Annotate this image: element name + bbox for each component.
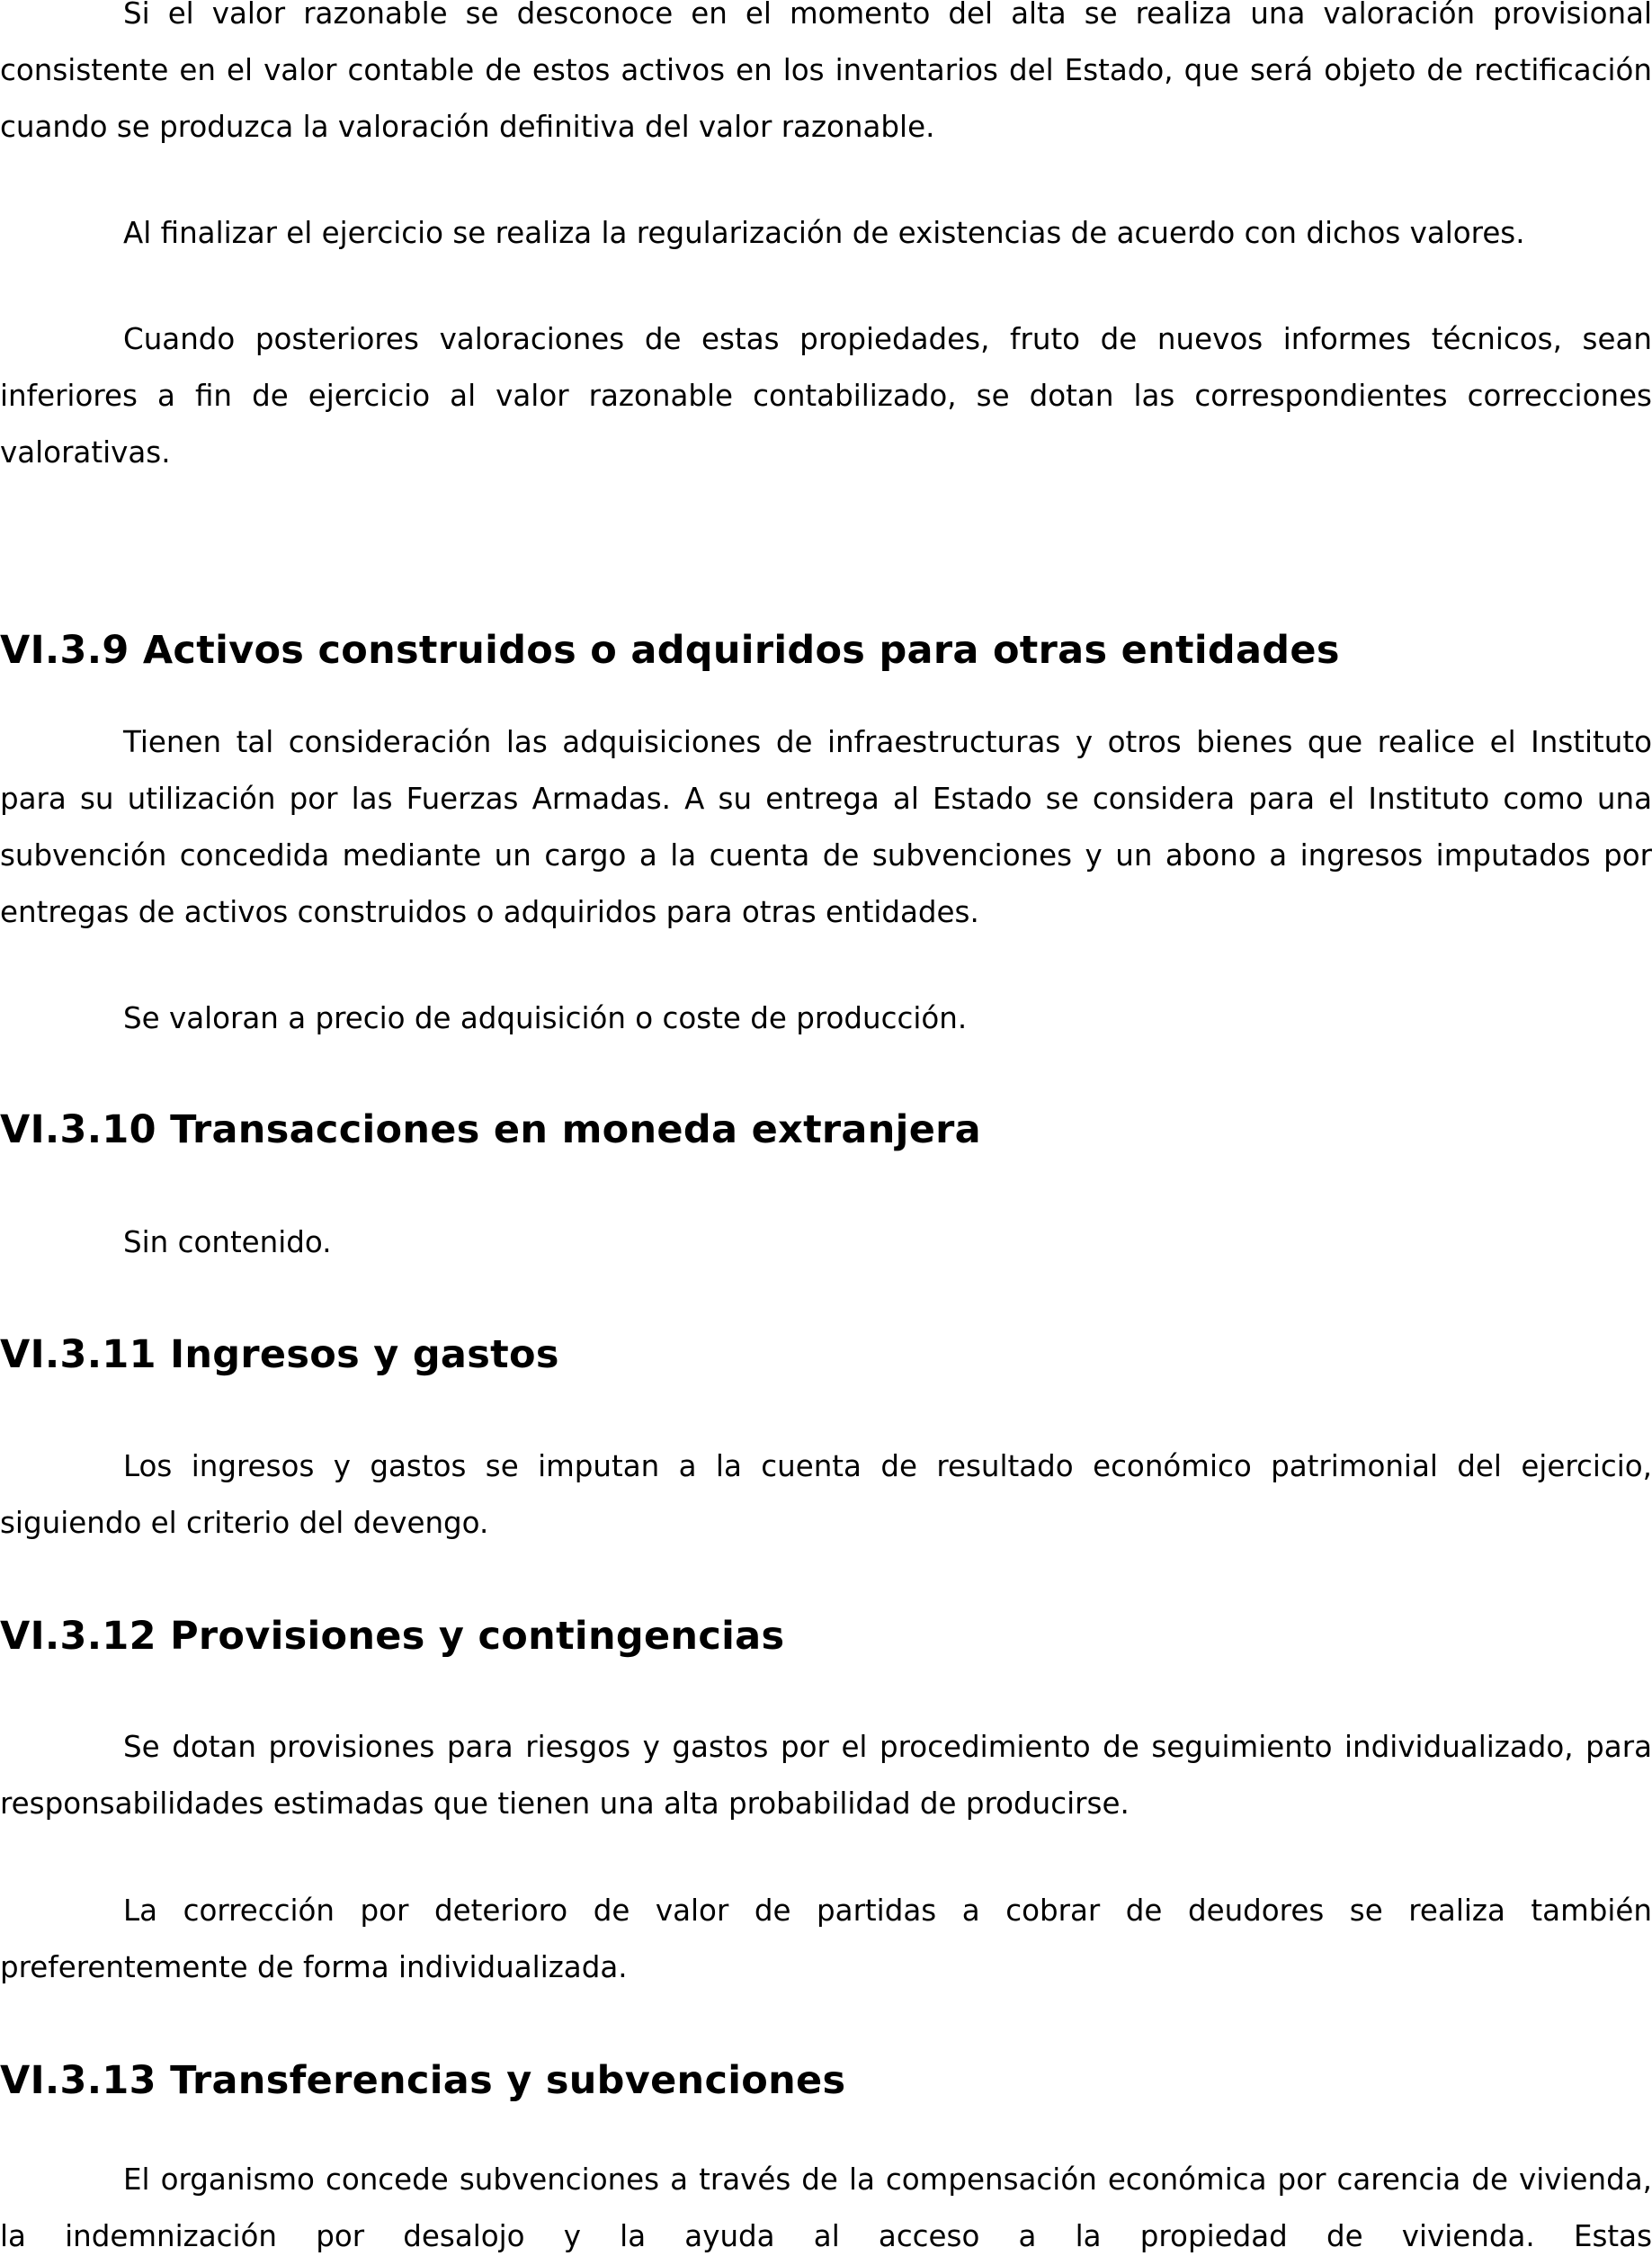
paragraph-precio-adquisicion: Se valoran a precio de adquisición o coste de producción. <box>123 1001 968 1035</box>
paragraph-infraestructuras-fuerzas-armadas: Tienen tal consideración las adquisiciones de infraestructuras y otros bienes que realice el Instituto para su utilización por las Fuerzas Armadas. A su entrega al Estado se considera para el Instituto como una subvención concedida mediante un cargo a la cuenta de subvenciones y un abono a ingresos imputados por entregas de activos construidos o adquiridos para otras entidades. <box>0 725 1652 929</box>
paragraph-subvenciones-vivienda: El organismo concede subvenciones a través de la compensación económica por carencia de vivienda, la indemnización por desalojo y la ayuda al acceso a la propiedad de vivienda. Estas <box>0 2162 1652 2253</box>
paragraph-criterio-devengo: Los ingresos y gastos se imputan a la cuenta de resultado económico patrimonial del ejercicio, siguiendo el criterio del devengo. <box>0 1449 1652 1540</box>
paragraph-correcciones-valorativas: Cuando posteriores valoraciones de estas propiedades, fruto de nuevos informes técnicos, sean inferiores a fin de ejercicio al valor razonable contabilizado, se dotan las correspondientes correcciones valorativas. <box>0 322 1652 470</box>
heading-moneda-extranjera: VI.3.10 Transacciones en moneda extranjera <box>0 1107 981 1152</box>
heading-ingresos-gastos: VI.3.11 Ingresos y gastos <box>0 1332 559 1377</box>
paragraph-provisiones-riesgos: Se dotan provisiones para riesgos y gastos por el procedimiento de seguimiento individualizado, para responsabilidades estimadas que tienen una alta probabilidad de producirse. <box>0 1730 1652 1821</box>
paragraph-valor-razonable-provisional: Si el valor razonable se desconoce en el momento del alta se realiza una valoración provisional consistente en el valor contable de estos activos en los inventarios del Estado, que será objeto de rectificación cuando se produzca la valoración definitiva del valor razonable. <box>0 0 1652 144</box>
paragraph-regularizacion-existencias: Al finalizar el ejercicio se realiza la regularización de existencias de acuerdo con dichos valores. <box>123 216 1525 250</box>
paragraph-deterioro-deudores: La corrección por deterioro de valor de partidas a cobrar de deudores se realiza también preferentemente de forma individualizada. <box>0 1893 1652 1984</box>
heading-activos-otras-entidades: VI.3.9 Activos construidos o adquiridos para otras entidades <box>0 628 1340 673</box>
heading-transferencias-subvenciones: VI.3.13 Transferencias y subvenciones <box>0 2058 846 2103</box>
heading-provisiones-contingencias: VI.3.12 Provisiones y contingencias <box>0 1614 785 1659</box>
paragraph-sin-contenido: Sin contenido. <box>123 1225 332 1259</box>
